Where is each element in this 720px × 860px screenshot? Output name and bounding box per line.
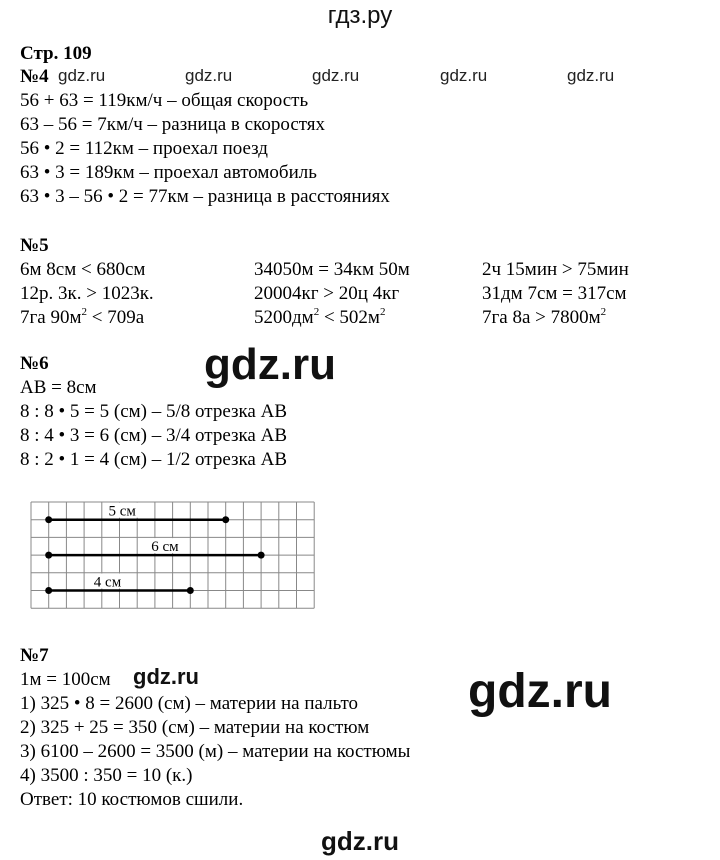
segment-endpoint: [258, 552, 265, 559]
task5-cell: 12р. 3к. > 1023к.: [20, 283, 154, 304]
exponent: 2: [81, 306, 87, 318]
segment-label: 6 см: [151, 539, 179, 556]
exponent: 2: [379, 306, 386, 318]
segment-endpoint: [45, 587, 52, 594]
task5-cell: [20, 306, 144, 330]
watermark-medium: gdz.ru: [133, 664, 199, 689]
task6-line: 8 : 8 • 5 = 5 (см) – 5/8 отрезка АВ: [20, 401, 288, 422]
task7-number: №7: [20, 645, 49, 666]
watermark-small: gdz.ru: [312, 66, 360, 85]
site-header: гдз.ру: [327, 2, 393, 29]
task4-line: 63 • 3 – 56 • 2 = 77км – разница в расстояниях: [20, 186, 390, 207]
task4-number: №4: [20, 66, 49, 87]
task4-line: 63 – 56 = 7км/ч – разница в скоростях: [20, 114, 326, 135]
task5-cell-part: < 502м: [319, 307, 380, 328]
task5-cell-part: 7га 8а > 7800м: [482, 307, 601, 328]
task4-line: 56 + 63 = 119км/ч – общая скорость: [20, 90, 309, 111]
task4-line: 56 • 2 = 112км – проехал поезд: [20, 138, 268, 159]
task5-cell: [254, 306, 385, 330]
task5-cell: 2ч 15мин > 75мин: [482, 259, 629, 280]
watermark-footer: gdz.ru: [321, 826, 399, 856]
watermark-small: gdz.ru: [567, 66, 615, 85]
task5-cell-part: < 709а: [87, 307, 145, 328]
task4-line: 63 • 3 = 189км – проехал автомобиль: [20, 162, 317, 183]
task6-line: 8 : 2 • 1 = 4 (см) – 1/2 отрезка АВ: [20, 449, 288, 470]
task7-line: 1м = 100см: [20, 669, 111, 690]
task5-cell: [482, 306, 606, 330]
task5-number: №5: [20, 235, 49, 256]
task5-cell-part: 7га 90м: [20, 307, 82, 328]
task5-cell: 20004кг > 20ц 4кг: [254, 283, 400, 304]
task7-line: 2) 325 + 25 = 350 (см) – материи на костюм: [20, 717, 370, 738]
segment-grid-figure: [30, 501, 316, 619]
watermark-small: gdz.ru: [440, 66, 488, 85]
task7-line: 4) 3500 : 350 = 10 (к.): [20, 765, 193, 786]
watermark-small: gdz.ru: [58, 66, 106, 85]
page-label: Стр. 109: [20, 43, 92, 64]
task6-line: АВ = 8см: [20, 377, 97, 398]
task5-cell: 31дм 7см = 317см: [482, 283, 627, 304]
task7-answer: Ответ: 10 костюмов сшили.: [20, 789, 244, 810]
task6-number: №6: [20, 353, 49, 374]
task5-cell: 6м 8см < 680см: [20, 259, 146, 280]
watermark-large: gdz.ru: [204, 340, 336, 389]
exponent: 2: [600, 306, 607, 318]
task5-cell-part: 5200дм: [254, 307, 314, 328]
watermark-small: gdz.ru: [185, 66, 233, 85]
segment-label: 4 см: [93, 574, 122, 591]
watermark-large: gdz.ru: [468, 665, 612, 718]
segment-endpoint: [45, 552, 52, 559]
segment-endpoint: [222, 516, 229, 523]
segment-label: 5 см: [108, 503, 136, 520]
exponent: 2: [313, 306, 320, 318]
task6-line: 8 : 4 • 3 = 6 (см) – 3/4 отрезка АВ: [20, 425, 288, 446]
task7-line: 3) 6100 – 2600 = 3500 (м) – материи на костюмы: [20, 741, 411, 762]
segment-endpoint: [187, 587, 194, 594]
task5-cell: 34050м = 34км 50м: [254, 259, 410, 280]
task7-line: 1) 325 • 8 = 2600 (см) – материи на пальто: [20, 693, 359, 714]
segment-endpoint: [45, 516, 52, 523]
